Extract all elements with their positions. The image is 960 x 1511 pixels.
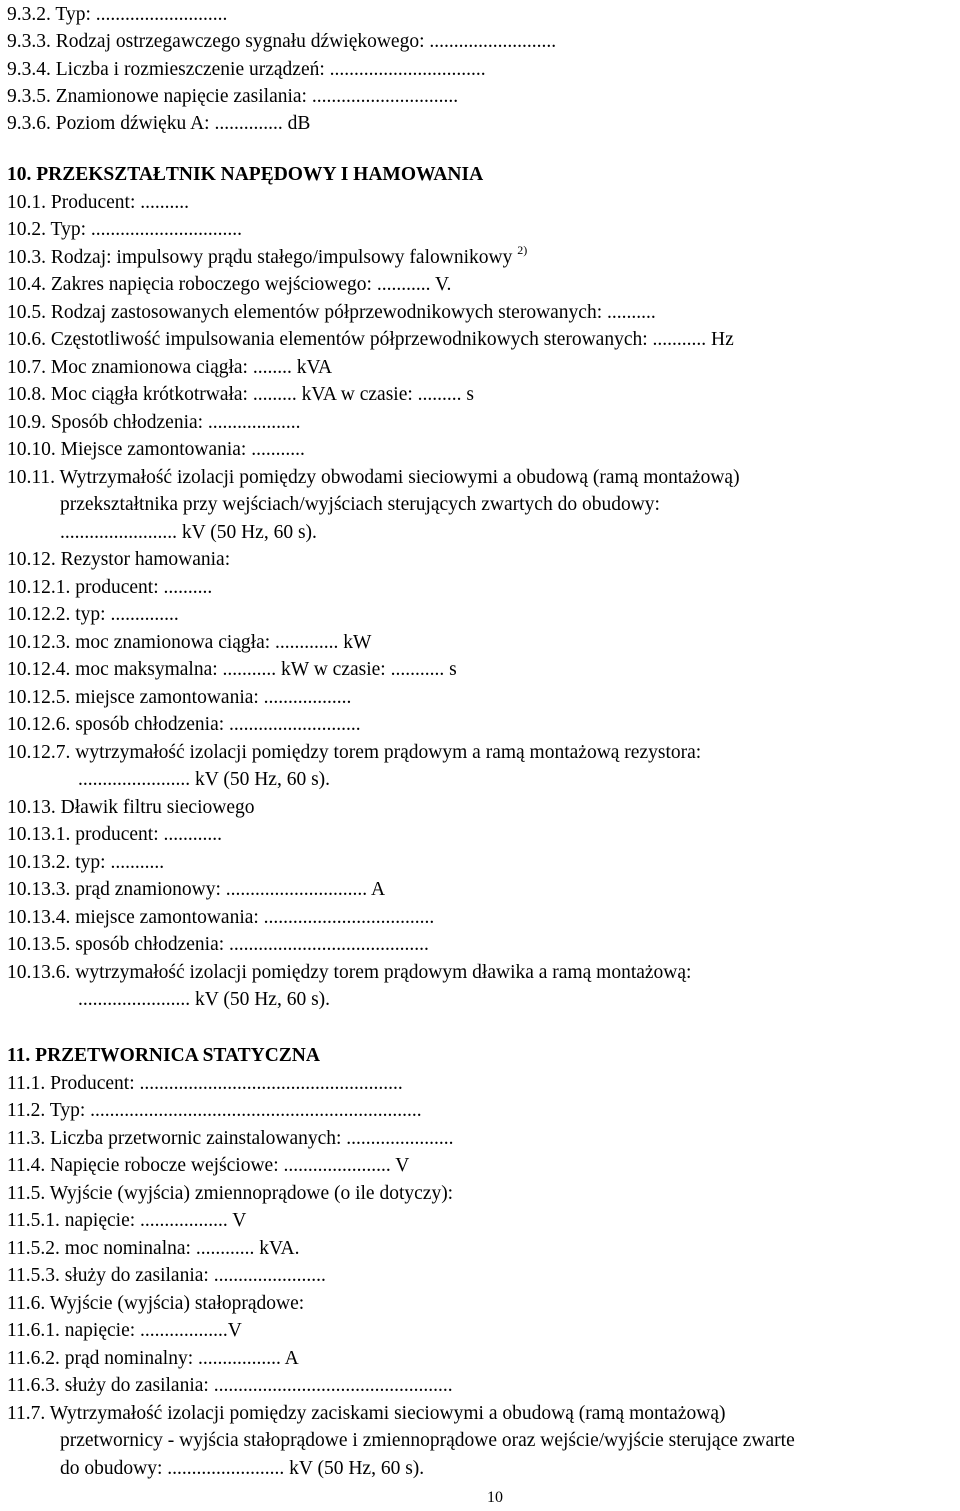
item-10-13-3: 10.13.3. prąd znamionowy: ............................. A — [7, 879, 386, 900]
item-9-3-6: 9.3.6. Poziom dźwięku A: .............. dB — [7, 113, 311, 134]
item-11-7: 11.7. Wytrzymałość izolacji pomiędzy zaciskami sieciowymi a obudową (ramą montażową) — [7, 1403, 726, 1424]
item-10-12-5: 10.12.5. miejsce zamontowania: .................. — [7, 687, 352, 708]
item-11-1: 11.1. Producent: ...................................................... — [7, 1073, 403, 1094]
item-10-1: 10.1. Producent: .......... — [7, 192, 189, 213]
item-11-5-2: 11.5.2. moc nominalna: ............ kVA. — [7, 1238, 300, 1259]
item-10-13-1: 10.13.1. producent: ............ — [7, 824, 223, 845]
item-10-13-6: 10.13.6. wytrzymałość izolacji pomiędzy torem prądowym dławika a ramą montażową: — [7, 962, 692, 983]
item-10-10: 10.10. Miejsce zamontowania: ........... — [7, 439, 305, 460]
item-9-3-4: 9.3.4. Liczba i rozmieszczenie urządzeń: ................................ — [7, 59, 486, 80]
item-11-5: 11.5. Wyjście (wyjścia) zmiennoprądowe (o ile dotyczy): — [7, 1183, 454, 1204]
item-11-2: 11.2. Typ: .................................................................... — [7, 1100, 422, 1121]
item-10-8: 10.8. Moc ciągła krótkotrwała: ......... kVA w czasie: ......... s — [7, 384, 475, 405]
item-10-12: 10.12. Rezystor hamowania: — [7, 549, 231, 570]
item-10-13-4: 10.13.4. miejsce zamontowania: ................................... — [7, 907, 435, 928]
item-10-6: 10.6. Częstotliwość impulsowania elementów półprzewodnikowych sterowanych: ........... Hz — [7, 329, 734, 350]
item-9-3-5: 9.3.5. Znamionowe napięcie zasilania: .............................. — [7, 86, 459, 107]
item-11-6-3: 11.6.3. służy do zasilania: ................................................. — [7, 1375, 453, 1396]
item-10-12-7: 10.12.7. wytrzymałość izolacji pomiędzy torem prądowym a ramą montażową rezystora: — [7, 742, 702, 763]
item-10-12-6: 10.12.6. sposób chłodzenia: ........................... — [7, 714, 361, 735]
item-9-3-2: 9.3.2. Typ: ........................... — [7, 4, 228, 25]
item-11-3: 11.3. Liczba przetwornic zainstalowanych: ...................... — [7, 1128, 454, 1149]
section-11-heading: 11. PRZETWORNICA STATYCZNA — [7, 1045, 320, 1066]
item-10-13-2: 10.13.2. typ: ........... — [7, 852, 165, 873]
item-10-13-6-value: ....................... kV (50 Hz, 60 s). — [78, 989, 331, 1010]
item-11-5-3: 11.5.3. służy do zasilania: ....................... — [7, 1265, 326, 1286]
page-number: 10 — [487, 1489, 503, 1506]
item-10-12-4: 10.12.4. moc maksymalna: ........... kW w czasie: ........... s — [7, 659, 457, 680]
item-9-3-3: 9.3.3. Rodzaj ostrzegawczego sygnału dźwiękowego: .......................... — [7, 31, 557, 52]
item-11-6-1: 11.6.1. napięcie: ..................V — [7, 1320, 242, 1341]
item-10-12-7-value: ....................... kV (50 Hz, 60 s). — [78, 769, 331, 790]
item-10-11: 10.11. Wytrzymałość izolacji pomiędzy obwodami sieciowymi a obudową (ramą montażową) — [7, 467, 740, 488]
item-10-11-cont: przekształtnika przy wejściach/wyjściach sterujących zwartych do obudowy: — [60, 494, 660, 515]
item-10-12-2: 10.12.2. typ: .............. — [7, 604, 179, 625]
item-11-7-value: do obudowy: ........................ kV (50 Hz, 60 s). — [60, 1458, 425, 1479]
item-10-12-1: 10.12.1. producent: .......... — [7, 577, 213, 598]
item-10-4: 10.4. Zakres napięcia roboczego wejściowego: ........... V. — [7, 274, 452, 295]
item-11-7-cont: przetwornicy - wyjścia stałoprądowe i zmiennoprądowe oraz wejście/wyjście sterujące zwarte — [60, 1430, 795, 1451]
item-11-5-1: 11.5.1. napięcie: .................. V — [7, 1210, 247, 1231]
item-10-3-text: 10.3. Rodzaj: impulsowy prądu stałego/impulsowy falownikowy — [7, 247, 513, 268]
item-10-13: 10.13. Dławik filtru sieciowego — [7, 797, 255, 818]
item-10-11-value: ........................ kV (50 Hz, 60 s). — [60, 522, 317, 543]
section-10-heading: 10. PRZEKSZTAŁTNIK NAPĘDOWY I HAMOWANIA — [7, 164, 484, 185]
item-10-2: 10.2. Typ: ............................... — [7, 219, 242, 240]
item-11-4: 11.4. Napięcie robocze wejściowe: ...................... V — [7, 1155, 410, 1176]
item-10-7: 10.7. Moc znamionowa ciągła: ........ kVA — [7, 357, 333, 378]
footnote-ref: 2) — [517, 243, 528, 257]
item-10-12-3: 10.12.3. moc znamionowa ciągła: ............. kW — [7, 632, 372, 653]
item-11-6: 11.6. Wyjście (wyjścia) stałoprądowe: — [7, 1293, 305, 1314]
item-10-9: 10.9. Sposób chłodzenia: ................... — [7, 412, 301, 433]
item-10-13-5: 10.13.5. sposób chłodzenia: ......................................... — [7, 934, 429, 955]
item-11-6-2: 11.6.2. prąd nominalny: ................. A — [7, 1348, 299, 1369]
item-10-3 — [7, 243, 528, 270]
item-10-5: 10.5. Rodzaj zastosowanych elementów półprzewodnikowych sterowanych: .......... — [7, 302, 656, 323]
